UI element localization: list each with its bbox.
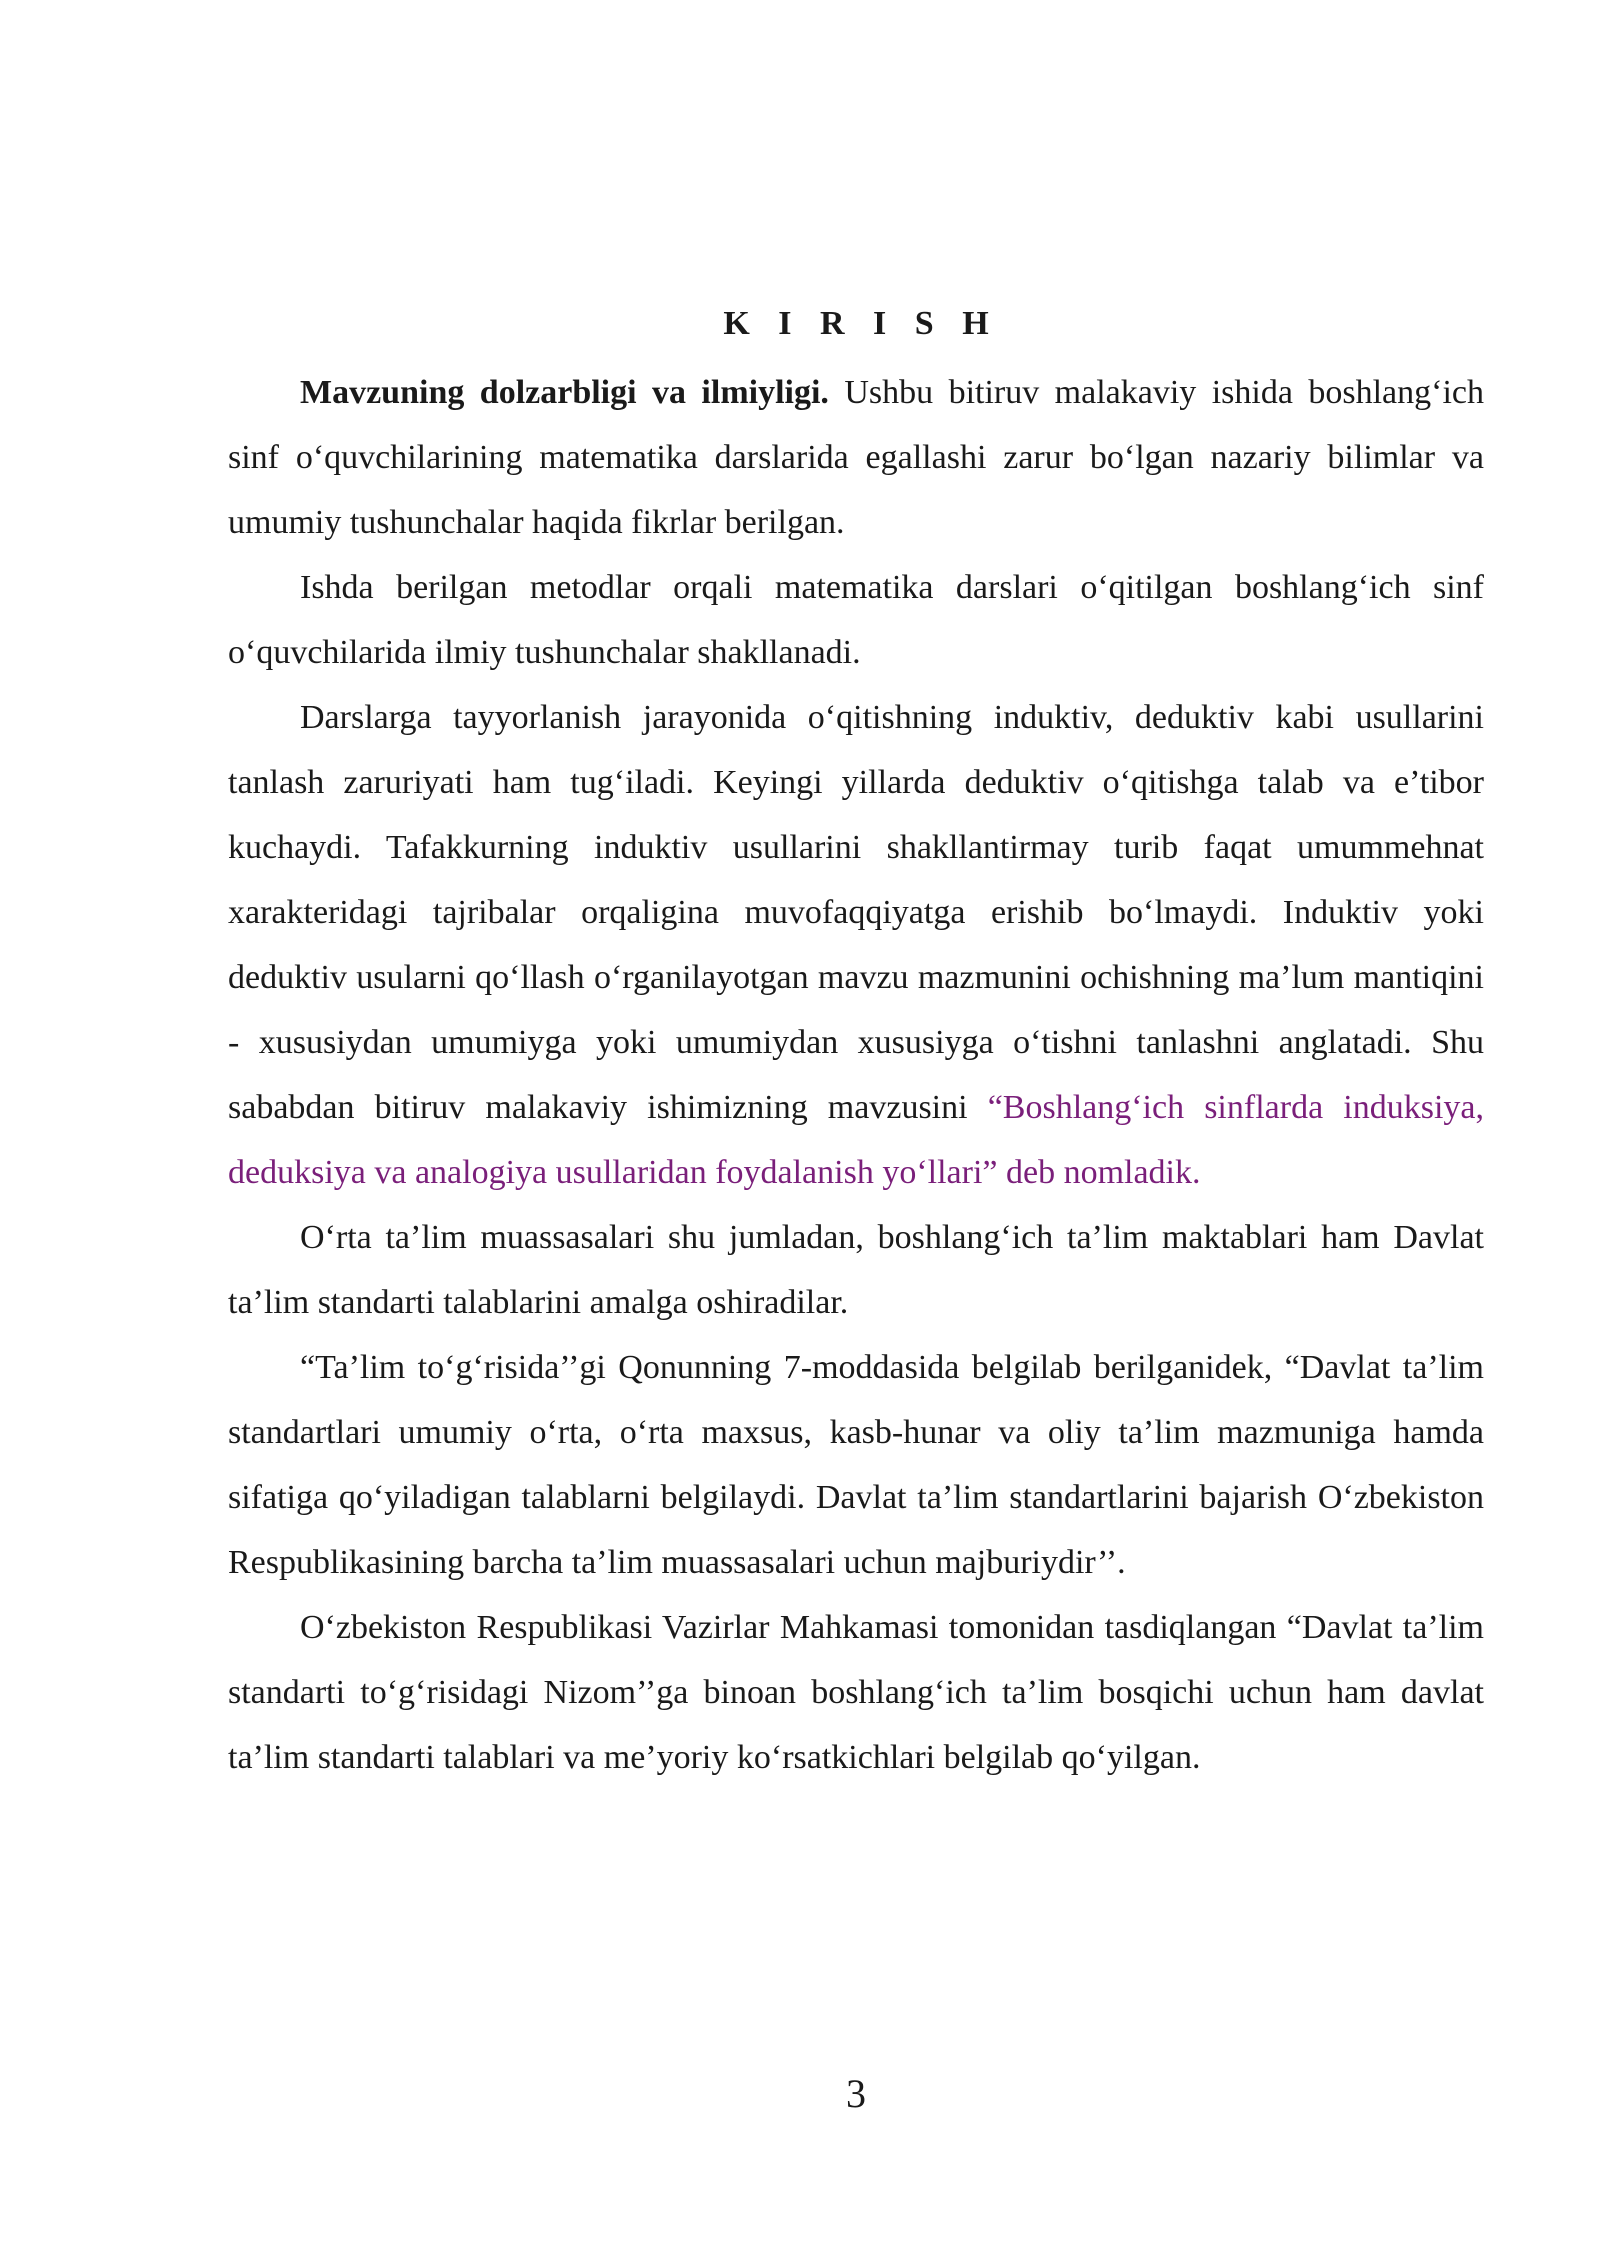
page-content xyxy=(228,296,1484,1790)
paragraph-induction xyxy=(228,685,1484,1205)
section-heading: K I R I S H xyxy=(723,305,999,342)
page-number: 3 xyxy=(846,2071,866,2116)
paragraph-relevance xyxy=(228,360,1484,555)
paragraph-lead-title: Mavzuning dolzarbligi va ilmiyligi. xyxy=(300,374,829,411)
paragraph-regulation: O‘zbekiston Respublikasi Vazirlar Mahkamasi tomonidan tasdiqlangan “Davlat ta’lim standarti to‘g‘risidagi Nizom’’ga binoan boshlang‘ich ta’lim bosqichi uchun ham davlat ta’lim standarti talablari va me’yoriy ko‘rsatkichlari belgilab qo‘yilgan. xyxy=(228,1609,1484,1776)
thesis-topic-highlight: “Boshlang‘ich sinflarda induksiya, deduksiya va analogiya usullaridan foydalanish yo‘llari” deb nomladik. xyxy=(228,1089,1484,1191)
paragraph-text: Ushbu bitiruv malakaviy ishida boshlang‘ich sinf o‘quvchilarining matematika darslarida egallashi zarur bo‘lgan nazariy bilimlar va umumiy tushunchalar haqida fikrlar berilgan. xyxy=(228,374,1484,541)
paragraph-law: “Ta’lim to‘g‘risida’’gi Qonunning 7-moddasida belgilab berilganidek, “Davlat ta’lim standartlari umumiy o‘rta, o‘rta maxsus, kasb-hunar va oliy ta’lim mazmuniga hamda sifatiga qo‘yiladigan talablarni belgilaydi. Davlat ta’lim standartlarini bajarish O‘zbekiston Respublikasining barcha ta’lim muassasalari uchun majburiydir’’. xyxy=(228,1349,1484,1581)
paragraph-methods: Ishda berilgan metodlar orqali matematika darslari o‘qitilgan boshlang‘ich sinf o‘quvchilarida ilmiy tushunchalar shakllanadi. xyxy=(228,569,1484,671)
paragraph-schools: O‘rta ta’lim muassasalari shu jumladan, boshlang‘ich ta’lim maktablari ham Davlat ta’lim standarti talablarini amalga oshiradilar. xyxy=(228,1219,1484,1321)
paragraph-text: Darslarga tayyorlanish jarayonida o‘qitishning induktiv, deduktiv kabi usullarini tanlash zaruriyati ham tug‘iladi. Keyingi yillarda deduktiv o‘qitishga talab va e’tibor kuchaydi. Tafakkurning induktiv usullarini shakllantirmay turib faqat umummehnat xarakteridagi tajribalar orqaligina muvofaqqiyatga erishib bo‘lmaydi. Induktiv yoki deduktiv usularni qo‘llash o‘rganilayotgan mavzu mazmunini ochishning ma’lum mantiqini - xususiydan umumiyga yoki umumiydan xususiyga o‘tishni tanlashni anglatadi. Shu sababdan bitiruv malakaviy ishimizning mavzusini xyxy=(228,699,1484,1126)
